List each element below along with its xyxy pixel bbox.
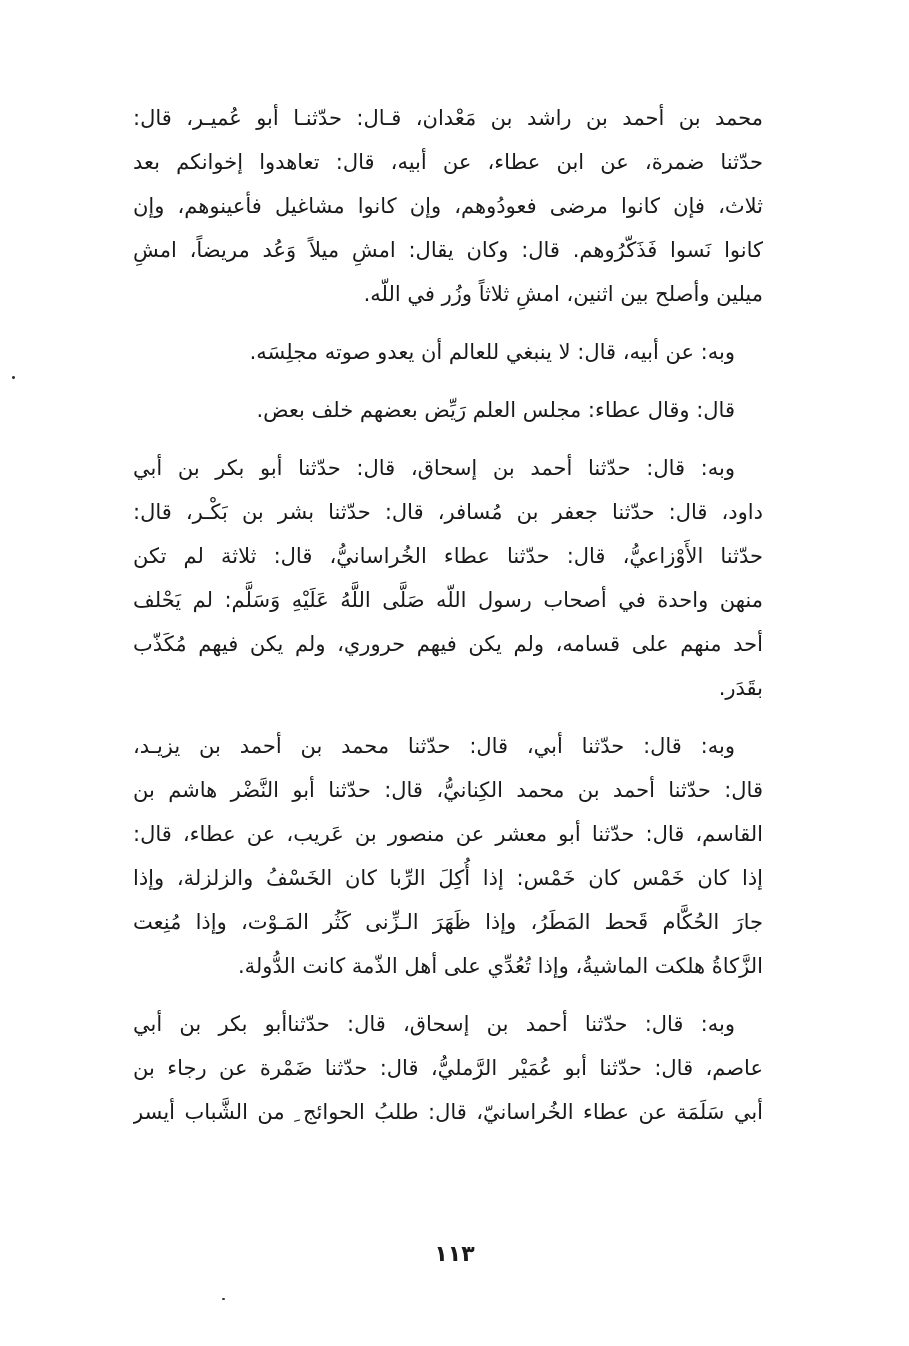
- paragraph-1: [133, 96, 763, 316]
- text-line: حدّثنا الأَوْزاعيُّ، قال: حدّثنا عطاء الخُراسانيُّ، قال: ثلاثة لم تكن: [133, 544, 763, 568]
- text-line: كانوا نَسوا فَذَكّرُوهم. قال: وكان يقال: امشِ ميلاً وَعُد مريضاً، امشِ: [133, 238, 763, 262]
- paragraph-5: [133, 724, 763, 988]
- text-line: داود، قال: حدّثنا جعفر بن مُسافر، قال: حدّثنا بشر بن بَكْـر، قال:: [133, 500, 763, 524]
- text-line: وبه: قال: حدّثنا أحمد بن إسحاق، قال: حدّثنا أبو بكر بن أبي: [133, 456, 735, 480]
- text-line: أبي سَلَمَة عن عطاء الخُراسانيّ، قال: طلبُ الحوائج ِ من الشَّباب أيسر: [133, 1100, 763, 1124]
- text-line: أحد منهم على قسامه، ولم يكن فيهم حروري، ولم يكن فيهم مُكَذّب: [133, 632, 763, 656]
- page-body-text: [133, 96, 763, 1148]
- text-line: ثلاث، فإن كانوا مرضى فعودُوهم، وإن كانوا مشاغيل فأعينوهم، وإن: [133, 194, 763, 218]
- text-line: القاسم، قال: حدّثنا أبو معشر عن منصور بن عَريب، عن عطاء، قال:: [133, 822, 763, 846]
- text-line: إذا كان خَمْس كان خَمْس: إذا أُكِلَ الرِّبا كان الخَسْفُ والزلزلة، وإذا: [133, 866, 763, 890]
- paragraph-2: [133, 330, 763, 374]
- text-line: منهن واحدة في أصحاب رسول اللّه صَلَّى اللَّهُ عَلَيْهِ وَسَلَّم: لم يَحْلف: [133, 588, 763, 612]
- text-line: وبه: قال: حدّثنا أبي، قال: حدّثنا محمد بن أحمد بن يزيـد،: [133, 734, 735, 758]
- paragraph-6: [133, 1002, 763, 1134]
- text-line: عاصم، قال: حدّثنا أبو عُمَيْر الرَّمليُّ، قال: حدّثنا ضَمْرة عن رجاء بن: [133, 1056, 763, 1080]
- text-line: بقَدَر.: [718, 676, 763, 700]
- paragraph-3: [133, 388, 763, 432]
- paragraph-4: [133, 446, 763, 710]
- text-line: الزَّكاةُ هلكت الماشيةُ، وإذا تُعُدِّي على أهل الذّمة كانت الدُّولة.: [237, 954, 763, 978]
- page-number: ١١٣: [434, 1242, 475, 1267]
- scan-speck: [222, 1298, 225, 1300]
- text-line: حدّثنا ضمرة، عن ابن عطاء، عن أبيه، قال: تعاهدوا إخوانكم بعد: [133, 150, 763, 174]
- text-line: جارَ الحُكَّام قَحط المَطَرُ، وإذا ظَهَرَ الـزِّنى كَثُر المَـوْت، وإذا مُنِعت: [133, 910, 763, 934]
- text-line: ميلين وأصلح بين اثنين، امشِ ثلاثاً وزُر في اللّه.: [363, 282, 763, 306]
- text-line: قال: وقال عطاء: مجلس العلم رَيِّض بعضهم خلف بعض.: [256, 398, 735, 422]
- scan-speck: [12, 376, 15, 379]
- text-line: قال: حدّثنا أحمد بن محمد الكِنانيُّ، قال: حدّثنا أبو النَّضْر هاشم بن: [133, 778, 763, 802]
- text-line: محمد بن أحمد بن راشد بن مَعْدان، قـال: حدّثنـا أبو عُميـر، قال:: [133, 106, 763, 130]
- text-line: وبه: قال: حدّثنا أحمد بن إسحاق، قال: حدّثناأبو بكر بن أبي: [133, 1012, 735, 1036]
- text-line: وبه: عن أبيه، قال: لا ينبغي للعالم أن يعدو صوته مجلِسَه.: [249, 340, 735, 364]
